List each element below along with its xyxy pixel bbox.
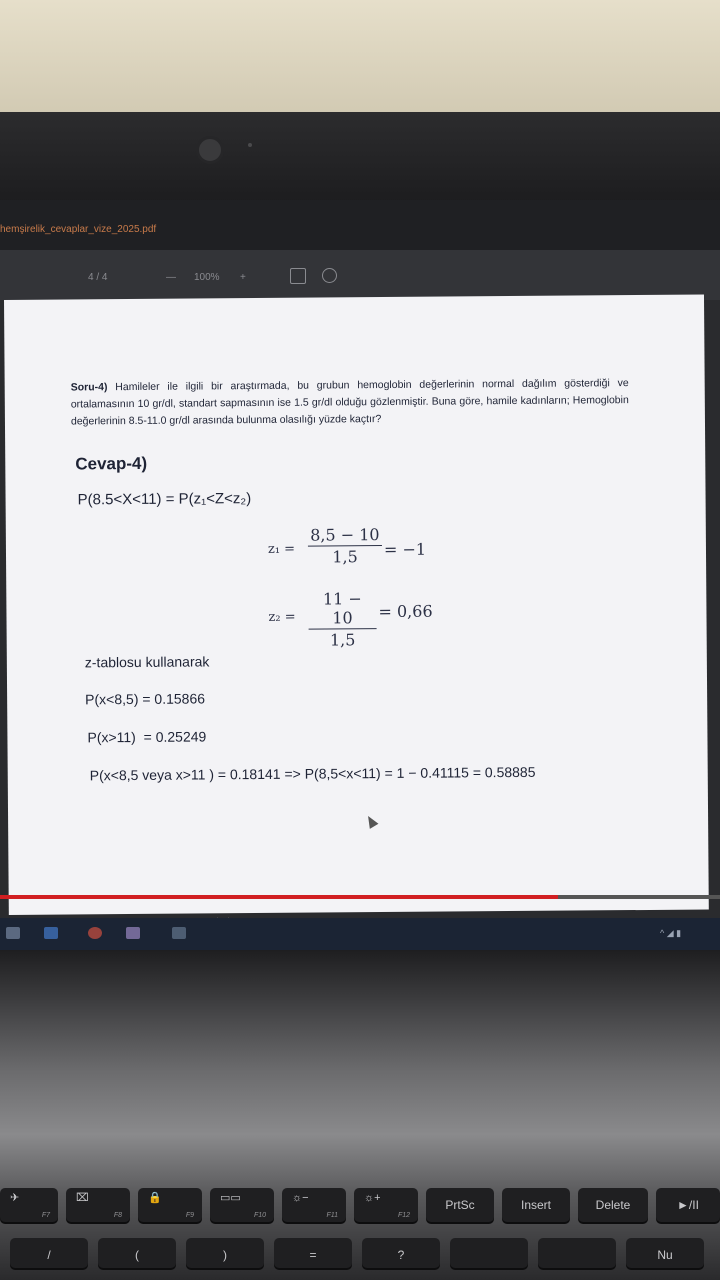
- video-progress-bar[interactable]: [0, 895, 720, 899]
- key-delete[interactable]: Delete: [578, 1188, 648, 1222]
- pdf-page: [4, 295, 709, 915]
- z2-denominator: 1,5: [329, 630, 356, 650]
- app-icon-2[interactable]: [172, 927, 186, 939]
- browser-tab-bar: [0, 200, 720, 250]
- z1-fraction: [308, 525, 382, 567]
- z2-numerator: 11 − 10: [308, 589, 376, 630]
- key-row2-7[interactable]: Nu: [626, 1238, 704, 1268]
- app-icon[interactable]: [126, 927, 140, 939]
- key-prtsc[interactable]: PrtSc: [426, 1188, 494, 1222]
- page-indicator[interactable]: 4 / 4: [88, 272, 108, 283]
- zoom-out-button[interactable]: —: [166, 272, 176, 283]
- p-final: P(x<8,5 veya x>11 ) = 0.18141 => P(8,5<x<11) = 1 − 0.41115 = 0.58885: [89, 763, 536, 784]
- tab-title[interactable]: hemşirelik_cevaplar_vize_2025.pdf: [0, 224, 157, 235]
- key-row2-2[interactable]: ): [186, 1238, 264, 1268]
- key-f10[interactable]: [210, 1188, 274, 1222]
- z1-denominator: 1,5: [332, 547, 358, 567]
- answer-heading: Cevap-4): [75, 453, 148, 474]
- key-f8[interactable]: [66, 1188, 130, 1222]
- laptop-screen: [0, 200, 720, 950]
- question-label: Soru-4): [70, 381, 108, 394]
- key-row2-6[interactable]: [538, 1238, 616, 1268]
- key-f7[interactable]: [0, 1188, 58, 1222]
- key-f11[interactable]: [282, 1188, 346, 1222]
- key-row2-3[interactable]: =: [274, 1238, 352, 1268]
- key-row2-1[interactable]: (: [98, 1238, 176, 1268]
- mouse-cursor-icon: [364, 813, 379, 828]
- key-row2-4[interactable]: ?: [362, 1238, 440, 1268]
- laptop-bezel: [0, 112, 720, 202]
- question-paragraph: [71, 375, 629, 430]
- start-icon[interactable]: [6, 927, 20, 939]
- zoom-in-button[interactable]: +: [240, 272, 246, 283]
- key-sublabel: F11: [326, 1212, 338, 1219]
- key-insert[interactable]: Insert: [502, 1188, 570, 1222]
- key-glyph: ☼+: [364, 1192, 381, 1204]
- fit-page-icon[interactable]: [290, 268, 306, 284]
- webcam-led: [248, 143, 252, 147]
- key-f9[interactable]: [138, 1188, 202, 1222]
- z2-result: = 0,66: [378, 601, 433, 622]
- key-row2-0[interactable]: /: [10, 1238, 88, 1268]
- key-sublabel: F8: [113, 1212, 122, 1219]
- table-note: z-tablosu kullanarak: [84, 653, 210, 671]
- z1-numerator: 8,5 − 10: [308, 525, 382, 547]
- key-sublabel: F12: [397, 1212, 410, 1219]
- key-glyph: 🔒: [148, 1192, 162, 1204]
- key-glyph: ☼−: [292, 1192, 309, 1204]
- rotate-icon[interactable]: [322, 268, 337, 283]
- pdf-toolbar: [0, 250, 720, 300]
- chrome-icon[interactable]: [88, 927, 102, 939]
- key-sublabel: F10: [253, 1212, 266, 1219]
- webcam-icon: [196, 136, 224, 164]
- key-glyph: ✈: [10, 1192, 20, 1204]
- z1-result: = −1: [383, 539, 427, 560]
- file-explorer-icon[interactable]: [44, 927, 58, 939]
- laptop-keyboard-body: [0, 950, 720, 1280]
- probability-expression: P(8.5<X<11) = P(z₁<Z<z₂): [77, 490, 252, 509]
- p-greater-than: P(x>11) = 0.25249: [87, 728, 207, 746]
- z2-label: z₂ =: [268, 609, 296, 625]
- z1-label: z₁ =: [267, 541, 296, 557]
- key-sublabel: F7: [41, 1212, 50, 1219]
- system-tray-icons[interactable]: ^ ◢ ▮: [660, 928, 682, 938]
- question-text: Hamileler ile ilgili bir araştırmada, bu grubun hemoglobin değerlerinin normal dağılım gösterdiği ve ortalamasının 10 gr/dl, standart sapmasının ise 1.5 gr/dl olduğu gözlenmiştir. Buna göre, hamile kadınların; Hemoglobin değerlerinin 8.5-11.0 gr/dl arasında bulunma olasılığı yüzde kaçtır?: [70, 377, 629, 428]
- p-less-than: P(x<8,5) = 0.15866: [85, 690, 206, 708]
- zoom-level[interactable]: 100%: [194, 272, 220, 283]
- z2-fraction: [308, 589, 376, 650]
- taskbar: [0, 918, 720, 950]
- key-f12[interactable]: [354, 1188, 418, 1222]
- key-glyph: ▭▭: [220, 1192, 241, 1204]
- key-glyph: ⌧: [76, 1192, 89, 1204]
- video-progress-fill: [0, 895, 558, 899]
- key--ii[interactable]: ►/II: [656, 1188, 720, 1222]
- key-row2-5[interactable]: [450, 1238, 528, 1268]
- key-sublabel: F9: [185, 1212, 194, 1219]
- background-wall: [0, 0, 720, 130]
